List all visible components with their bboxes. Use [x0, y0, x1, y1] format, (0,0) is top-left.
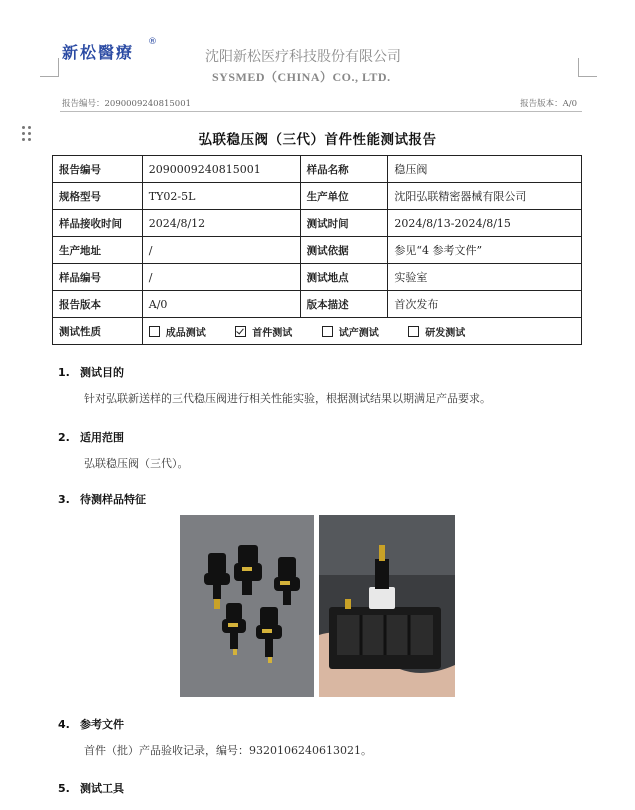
section-text: 首件（批）产品验收记录，编号：9320106240613021。	[84, 744, 372, 757]
section-text: 针对弘联新送样的三代稳压阀进行相关性能实验，根据测试结果以期满足产品要求。	[84, 392, 491, 405]
table-row	[53, 318, 582, 345]
checkbox-checked-icon[interactable]	[235, 326, 246, 337]
document-title: 弘联稳压阀（三代）首件性能测试报告	[198, 132, 437, 148]
page-corner-mark-left	[40, 58, 59, 77]
cell-value: A/0	[142, 291, 300, 318]
registered-mark: ®	[148, 37, 157, 47]
sample-photo-assembly	[319, 515, 455, 697]
cell-key: 报告版本	[53, 291, 143, 318]
cell-key: 报告编号	[53, 156, 143, 183]
cell-key: 样品编号	[53, 264, 143, 291]
option-rd-test[interactable]: 研发测试	[408, 324, 465, 339]
cell-value: /	[142, 237, 300, 264]
company-logo: 新松醫療	[62, 43, 135, 62]
cell-key: 测试依据	[300, 237, 388, 264]
cell-key: 测试时间	[300, 210, 388, 237]
cell-key: 规格型号	[53, 183, 143, 210]
header-report-version: 报告版本：A/0	[520, 99, 577, 109]
table-row	[53, 264, 582, 291]
option-first-article-test[interactable]: 首件测试	[235, 324, 292, 339]
section-heading: 4. 参考文件	[58, 718, 124, 731]
test-nature-options	[142, 318, 581, 345]
section-heading: 2. 适用范围	[58, 431, 124, 444]
checkbox-icon[interactable]	[408, 326, 419, 337]
cell-key: 生产单位	[300, 183, 388, 210]
cell-key: 测试性质	[53, 318, 143, 345]
cell-value: 稳压阀	[388, 156, 582, 183]
section-text: 弘联稳压阀（三代）。	[84, 457, 189, 470]
cell-key: 样品名称	[300, 156, 388, 183]
checkbox-icon[interactable]	[322, 326, 333, 337]
report-info-table	[52, 155, 582, 345]
cell-value: 2024/8/13-2024/8/15	[388, 210, 582, 237]
cell-value: 2024/8/12	[142, 210, 300, 237]
checkbox-icon[interactable]	[149, 326, 160, 337]
section-heading: 3. 待测样品特征	[58, 493, 146, 506]
cell-value: 首次发布	[388, 291, 582, 318]
header-divider	[60, 111, 582, 112]
cell-key: 测试地点	[300, 264, 388, 291]
page-corner-mark-right	[578, 58, 597, 77]
section-heading: 5. 测试工具	[58, 782, 124, 795]
section-heading: 1. 测试目的	[58, 366, 124, 379]
company-name-cn: 沈阳新松医疗科技股份有限公司	[205, 49, 401, 65]
cell-value: 2090009240815001	[142, 156, 300, 183]
cell-value: TY02-5L	[142, 183, 300, 210]
cell-key: 生产地址	[53, 237, 143, 264]
table-row	[53, 156, 582, 183]
cell-value: 沈阳弘联精密器械有限公司	[388, 183, 582, 210]
sample-photo-valves	[180, 515, 314, 697]
cell-key: 样品接收时间	[53, 210, 143, 237]
cell-key: 版本描述	[300, 291, 388, 318]
table-row	[53, 210, 582, 237]
header-report-number: 报告编号：2090009240815001	[62, 99, 192, 109]
cell-value: 参见“4 参考文件”	[388, 237, 582, 264]
table-row	[53, 183, 582, 210]
cell-value: /	[142, 264, 300, 291]
option-trial-production-test[interactable]: 试产测试	[322, 324, 379, 339]
option-finished-test[interactable]: 成品测试	[149, 324, 206, 339]
cell-value: 实验室	[388, 264, 582, 291]
table-row	[53, 291, 582, 318]
company-name-en: SYSMED（CHINA）CO., LTD.	[212, 70, 391, 84]
table-row	[53, 237, 582, 264]
